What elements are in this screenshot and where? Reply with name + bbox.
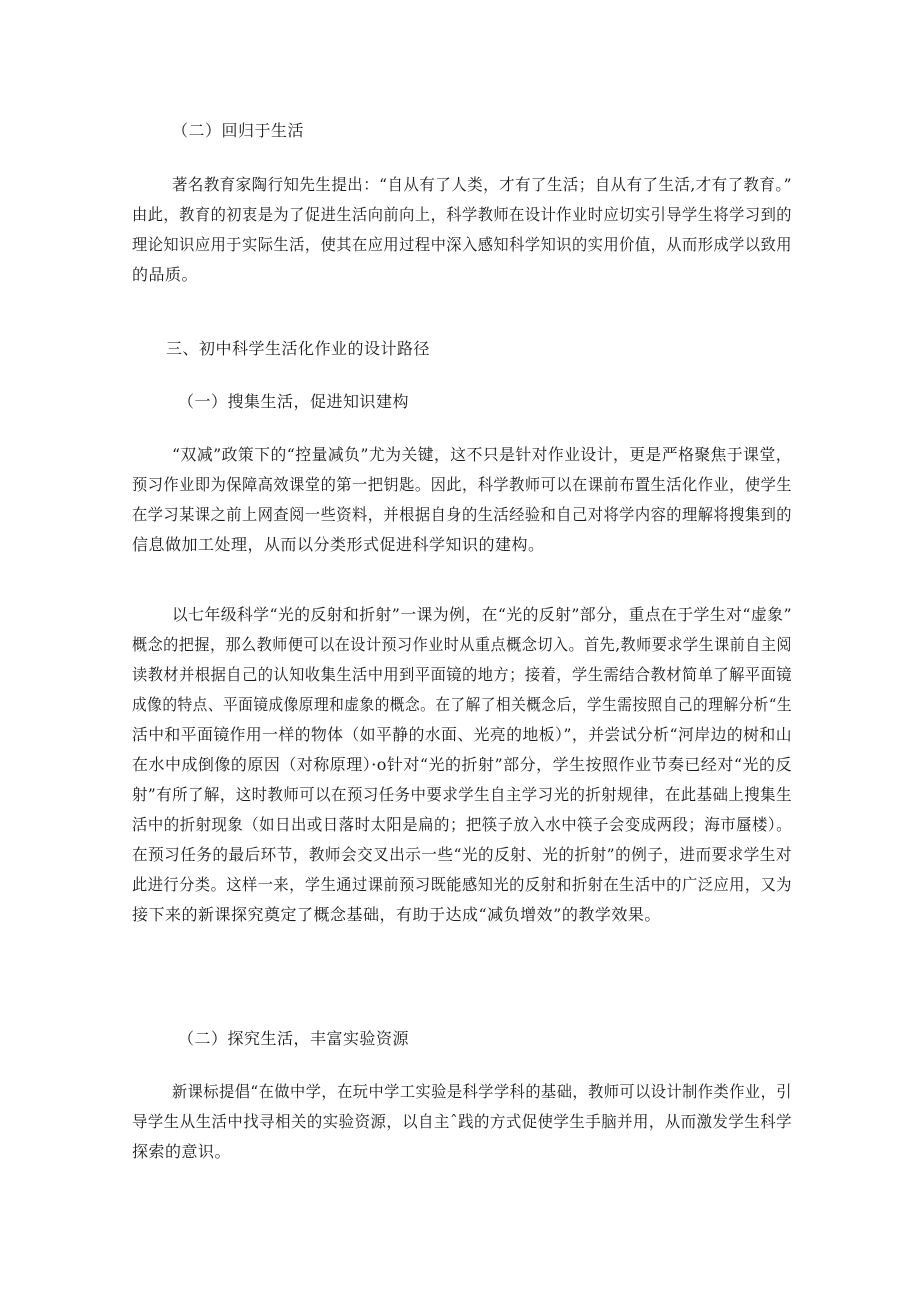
paragraph-line: 新课标提倡“在做中学，在玩中学工实验是科学学科的基础，教师可以设计制作类作业，引 xyxy=(172,1082,792,1101)
paragraph-line: 活中的折射现象（如日出或日落时太阳是扁的；把筷子放入水中筷子会变成两段；海市蜃楼）。 xyxy=(132,815,793,834)
subsection-heading-explore-life xyxy=(178,1024,409,1054)
paragraph-line: 预习作业即为保障高效课堂的第一把钥匙。因此，科学教师可以在课前布置生活化作业，使学生 xyxy=(132,475,793,494)
section-heading-design-path xyxy=(166,334,430,364)
paragraph-line: 理论知识应用于实际生活，使其在应用过程中深入感知科学知识的实用价值，从而形成学以致用 xyxy=(132,235,793,254)
paragraph-line: 概念的把握，那么教师便可以在设计预习作业时从重点概念切入。首先,教师要求学生课前自主阅 xyxy=(132,635,793,654)
paragraph-line: 射”有所了解，这时教师可以在预习任务中要求学生自主学习光的折射规律，在此基础上搜集生 xyxy=(132,785,792,804)
paragraph-line: 此进行分类。这样一来，学生通过课前预习既能感知光的反射和折射在生活中的广泛应用，又为 xyxy=(132,875,793,894)
paragraph-line: 成像的特点、平面镜成像原理和虚象的概念。在了解了相关概念后，学生需按照自己的理解分析“生 xyxy=(132,695,793,714)
paragraph-line: 活中和平面镜作用一样的物体（如平静的水面、光亮的地板）”，并尝试分析“河岸边的树和山 xyxy=(132,725,793,744)
heading-text: （二）探究生活，丰富实验资源 xyxy=(178,1029,410,1048)
paragraph-line: 探索的意识。 xyxy=(132,1142,232,1161)
subsection-heading-collect-life xyxy=(178,387,409,417)
paragraph-double-reduction xyxy=(132,440,825,560)
paragraph-light-reflection-example xyxy=(132,600,850,930)
paragraph-line: 在水中成倒像的原因（对称原理）·o针对“光的折射”部分，学生按照作业节奏已经对“光的反 xyxy=(132,755,792,774)
paragraph-line: “双减”政策下的“控量减负”尤为关键，这不只是针对作业设计，更是严格聚焦于课堂， xyxy=(172,445,792,464)
paragraph-line: 的品质。 xyxy=(132,265,199,284)
paragraph-line: 信息做加工处理，从而以分类形式促进科学知识的建构。 xyxy=(132,535,545,554)
paragraph-line: 以七年级科学“光的反射和折射”一课为例，在“光的反射”部分，重点在于学生对“虚象” xyxy=(172,605,793,624)
heading-text: 三、初中科学生活化作业的设计路径 xyxy=(166,339,431,358)
paragraph-line: 读教材并根据自己的认知收集生活中用到平面镜的地方；接着，学生需结合教材简单了解平面镜 xyxy=(132,665,793,684)
paragraph-line: 在学习某课之前上网查阅一些资料，并根据自身的生活经验和自己对将学内容的理解将搜集到的 xyxy=(132,505,793,524)
heading-text: （一）搜集生活，促进知识建构 xyxy=(178,392,410,411)
paragraph-line: 由此，教育的初衷是为了促进生活向前向上，科学教师在设计作业时应切实引导学生将学习到的 xyxy=(132,205,793,224)
paragraph-tao-xingzhi xyxy=(132,170,825,290)
paragraph-new-curriculum xyxy=(132,1077,824,1167)
paragraph-line: 导学生从生活中找寻相关的实验资源，以自主ˆ践的方式促使学生手脑并用，从而激发学生科学 xyxy=(132,1112,793,1131)
paragraph-line: 在预习任务的最后环节，教师会交叉出示一些“光的反射、光的折射”的例子，进而要求学生对 xyxy=(132,845,792,864)
heading-text: （二）回归于生活 xyxy=(172,121,305,140)
paragraph-line: 著名教育家陶行知先生提出：“自从有了人类，才有了生活；自从有了生活,才有了教育。” xyxy=(172,175,792,194)
paragraph-line: 接下来的新课探究奠定了概念基础，有助于达成“减负增效”的教学效果。 xyxy=(132,905,661,924)
section-heading-return-to-life xyxy=(172,116,304,146)
